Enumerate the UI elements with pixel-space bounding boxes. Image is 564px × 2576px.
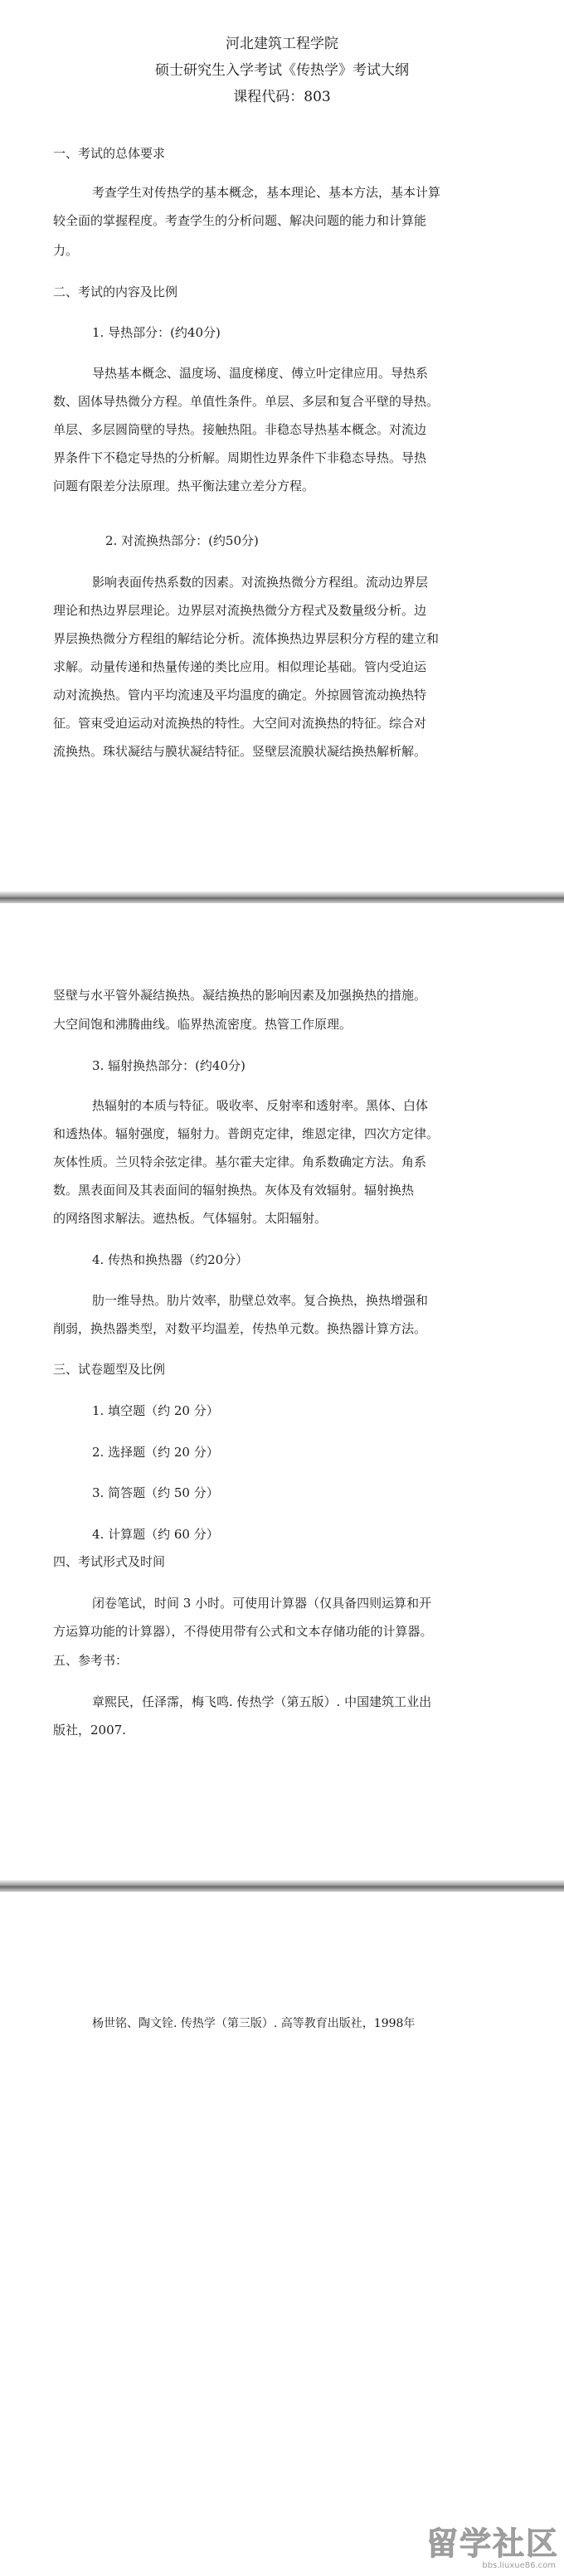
paragraph-line: 界条件下不稳定导热的分析解。周期性边界条件下非稳态导热。导热 <box>53 450 427 465</box>
paragraph-line: 界层换热微分方程组的解结论分析。流体换热边界层积分方程的建立和 <box>53 631 440 646</box>
paragraph-line: 动对流换热。管内平均流速及平均温度的确定。外掠圆管流动换热特 <box>53 688 427 702</box>
paragraph-line: 数、固体导热微分方程。单值性条件。单层、多层和复合平壁的导热。 <box>53 394 440 409</box>
paragraph-line: 理论和热边界层理论。边界层对流换热微分方程式及数量级分析。边 <box>53 603 427 618</box>
exam-title: 硕士研究生入学考试《传热学》考试大纲 <box>155 62 409 79</box>
list-item: 1. 填空题（约 20 分） <box>92 1403 219 1418</box>
paragraph-line: 较全面的掌握程度。考查学生的分析问题、解决问题的能力和计算能 <box>53 213 427 228</box>
watermark-logo <box>418 2526 559 2571</box>
paragraph-line: 求解。动量传递和热量传递的类比应用。相似理论基础。管内受迫运 <box>53 659 427 674</box>
paragraph-line: 方运算功能的计算器），不得使用带有公式和文本存储功能的计算器。 <box>53 1624 433 1639</box>
section-title-1: 一、考试的总体要求 <box>53 146 166 161</box>
paragraph-line: 导热基本概念、温度场、温度梯度、傅立叶定律应用。导热系 <box>92 366 429 381</box>
reference-line: 杨世铭、陶文铨. 传热学（第三版）. 高等教育出版社，1998年 <box>92 2017 416 2030</box>
watermark-text: 留学社区 <box>425 2525 559 2562</box>
school-name: 河北建筑工程学院 <box>226 36 338 52</box>
paragraph-line: 单层、多层圆筒壁的导热。接触热阻。非稳态导热基本概念。对流边 <box>53 422 427 437</box>
paragraph-line: 的网络图求解法。遮热板。气体辐射。太阳辐射。 <box>53 1211 328 1226</box>
paragraph-line: 章熙民，任泽霈，梅飞鸣. 传热学（第五版）. 中国建筑工业出 <box>92 1694 432 1709</box>
paragraph-line: 闭卷笔试，时间 3 小时。可使用计算器（仅具备四则运算和开 <box>92 1596 432 1611</box>
paragraph-line: 竖壁与水平管外凝结换热。凝结换热的影响因素及加强换热的措施。 <box>53 988 427 1003</box>
paragraph-line: 考查学生对传热学的基本概念，基本理论、基本方法，基本计算 <box>92 185 441 200</box>
section-title-3: 三、试卷题型及比例 <box>53 1362 166 1377</box>
paragraph-line: 热辐射的本质与特征。吸收率、反射率和透射率。黑体、白体 <box>92 1098 429 1113</box>
list-item: 4. 计算题（约 60 分） <box>92 1527 219 1542</box>
paragraph-line: 灰体性质。兰贝特余弦定律。基尔霍夫定律。角系数确定方法。角系 <box>53 1154 427 1169</box>
list-item: 3. 简答题（约 50 分） <box>92 1485 219 1500</box>
paragraph-line: 削弱，换热器类型，对数平均温差，传热单元数。换热器计算方法。 <box>53 1321 427 1336</box>
page-separator <box>0 892 564 903</box>
paragraph-line: 肋一维导热。肋片效率，肋壁总效率。复合换热，换热增强和 <box>92 1293 429 1308</box>
item-title-2: 2. 对流换热部分：(约50分) <box>105 533 259 548</box>
watermark-url: bbs.liuxue86.com <box>482 2561 556 2570</box>
paragraph-line: 大空间饱和沸腾曲线。临界热流密度。热管工作原理。 <box>53 1017 352 1032</box>
paragraph-line: 征。管束受迫运动对流换热的特性。大空间对流换热的特征。综合对 <box>53 716 427 731</box>
paragraph-line: 版社，2007. <box>53 1723 126 1738</box>
item-title-3: 3. 辐射换热部分：(约40分) <box>92 1058 246 1073</box>
paragraph-line: 影响表面传热系数的因素。对流换热微分方程组。流动边界层 <box>92 575 429 590</box>
paragraph-line: 流换热。珠状凝结与膜状凝结特征。竖壁层流膜状凝结换热解析解。 <box>53 744 427 759</box>
paragraph-line: 数。黑表面间及其表面间的辐射换热。灰体及有效辐射。辐射换热 <box>53 1183 415 1198</box>
course-code: 课程代码：803 <box>233 89 331 105</box>
section-title-5: 五、参考书： <box>53 1653 129 1668</box>
page-separator <box>0 1880 564 1892</box>
paragraph-line: 问题有限差分法原理。热平衡法建立差分方程。 <box>53 479 315 493</box>
paragraph-line: 力。 <box>53 243 79 258</box>
item-title-1: 1. 导热部分：(约40分) <box>92 325 221 340</box>
section-title-4: 四、考试形式及时间 <box>53 1554 166 1569</box>
section-title-2: 二、考试的内容及比例 <box>53 284 178 299</box>
item-title-4: 4. 传热和换热器（约20分） <box>92 1252 249 1267</box>
paragraph-line: 和透热体。辐射强度，辐射力。普朗克定律，维恩定律，四次方定律。 <box>53 1126 440 1141</box>
list-item: 2. 选择题（约 20 分） <box>92 1445 219 1460</box>
